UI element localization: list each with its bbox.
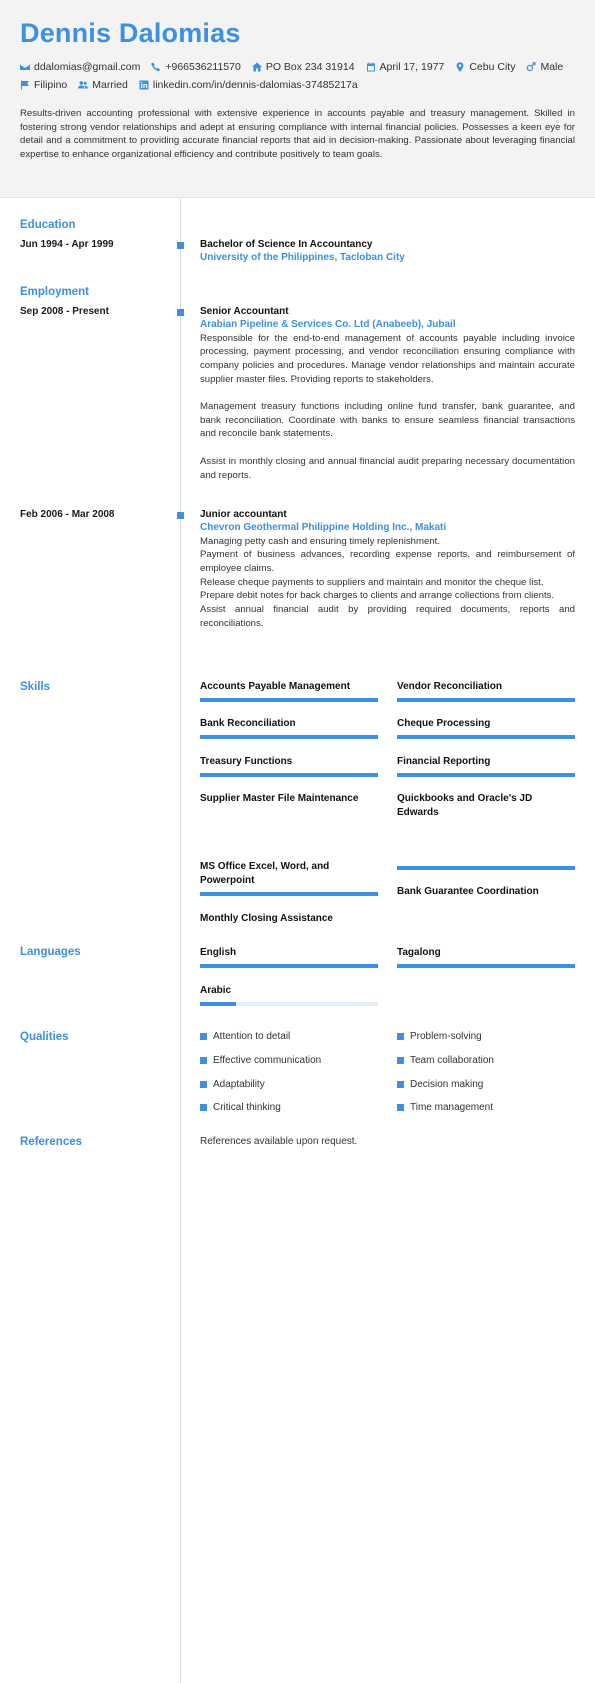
birthdate-text: April 17, 1977 bbox=[379, 61, 445, 73]
quality-text: Team collaboration bbox=[410, 1055, 494, 1066]
language-bar bbox=[397, 964, 575, 968]
skill-name: Monthly Closing Assistance bbox=[200, 913, 333, 924]
skill-bar bbox=[200, 892, 378, 896]
employment-dates: Sep 2008 - Present bbox=[20, 306, 109, 317]
education-degree: Bachelor of Science In Accountancy bbox=[200, 239, 373, 250]
timeline-marker bbox=[177, 309, 184, 316]
language-bar-fill bbox=[200, 964, 378, 968]
references-text: References available upon request. bbox=[200, 1136, 358, 1147]
linkedin-icon bbox=[139, 80, 149, 90]
skill-bar-fill bbox=[200, 892, 378, 896]
skill-item bbox=[397, 755, 575, 775]
skill-name: Treasury Functions bbox=[200, 756, 293, 767]
skill-bar bbox=[200, 773, 378, 777]
skill-item bbox=[200, 755, 378, 775]
employment-entry bbox=[200, 305, 575, 482]
skill-name: MS Office Excel, Word, and Powerpoint bbox=[200, 861, 330, 886]
skill-item bbox=[397, 717, 575, 737]
language-name: English bbox=[200, 947, 237, 958]
skill-item bbox=[397, 792, 575, 820]
skill-name: Vendor Reconciliation bbox=[397, 681, 503, 692]
contact-marital-status bbox=[78, 79, 128, 91]
skill-item bbox=[397, 680, 575, 700]
quality-item bbox=[397, 1102, 493, 1113]
quality-item bbox=[200, 1102, 281, 1113]
skill-bar-fill bbox=[397, 773, 575, 777]
skill-item bbox=[397, 885, 575, 899]
language-item bbox=[200, 946, 378, 966]
language-bar-fill bbox=[397, 964, 575, 968]
skill-name: Bank Reconciliation bbox=[200, 718, 296, 729]
quality-item bbox=[200, 1055, 321, 1066]
contact-row-1 bbox=[20, 61, 574, 73]
skill-name: Bank Guarantee Coordination bbox=[397, 886, 539, 897]
quality-text: Attention to detail bbox=[213, 1031, 291, 1042]
section-title-education: Education bbox=[20, 219, 76, 231]
language-bar-fill bbox=[200, 1002, 236, 1006]
bullet-square-icon bbox=[397, 1057, 404, 1064]
resume-header bbox=[0, 0, 595, 198]
language-name: Tagalong bbox=[397, 947, 441, 958]
gender-text: Male bbox=[540, 61, 564, 73]
contact-email[interactable] bbox=[20, 61, 140, 73]
profile-summary: Results-driven accounting professional with extensive experience in accounts payable and treasury management. Skilled in fostering strong vendor relationships and adept at ensuring compliance with internal financial policies. Possesses a keen eye for detail and a commitment to providing accurate financial reports that aid in decision-making. Passionate about leveraging financial expertise to enhance organizational efficiency and contribute positively to team goals. bbox=[20, 108, 575, 160]
phone-icon bbox=[151, 62, 161, 72]
skill-bar bbox=[397, 866, 575, 870]
skill-bar-fill bbox=[397, 698, 575, 702]
skill-name: Cheque Processing bbox=[397, 718, 491, 729]
quality-text: Problem-solving bbox=[410, 1031, 482, 1042]
quality-text: Critical thinking bbox=[213, 1102, 281, 1113]
skill-name: Quickbooks and Oracle's JD Edwards bbox=[397, 793, 533, 818]
users-icon bbox=[78, 80, 88, 90]
language-bar bbox=[200, 964, 378, 968]
skill-bar-fill bbox=[200, 735, 378, 739]
marital-status-text: Married bbox=[92, 79, 128, 91]
contact-birthdate bbox=[366, 61, 445, 73]
job-description: Assist in monthly closing and annual financial audit preparing necessary documentation and reports. bbox=[200, 455, 575, 481]
language-item bbox=[397, 946, 575, 966]
skill-bar-fill bbox=[397, 866, 575, 870]
location-text: Cebu City bbox=[469, 61, 516, 73]
job-company: Chevron Geothermal Philippine Holding Inc., Makati bbox=[200, 522, 447, 533]
quality-item bbox=[200, 1031, 290, 1042]
education-dates: Jun 1994 - Apr 1999 bbox=[20, 239, 114, 250]
nationality-text: Filipino bbox=[34, 79, 68, 91]
quality-text: Decision making bbox=[410, 1079, 484, 1090]
skill-item bbox=[200, 680, 378, 700]
skill-name: Supplier Master File Maintenance bbox=[200, 793, 359, 804]
bullet-square-icon bbox=[397, 1033, 404, 1040]
job-description: Release cheque payments to suppliers and maintain and monitor the cheque list. bbox=[200, 576, 544, 588]
section-title-languages: Languages bbox=[20, 946, 81, 958]
bullet-square-icon bbox=[200, 1057, 207, 1064]
candidate-name: Dennis Dalomias bbox=[20, 18, 241, 48]
map-pin-icon bbox=[455, 62, 465, 72]
skill-name: Accounts Payable Management bbox=[200, 681, 351, 692]
skill-bar bbox=[200, 698, 378, 702]
bullet-square-icon bbox=[397, 1104, 404, 1111]
contact-location bbox=[455, 61, 515, 73]
job-title: Junior accountant bbox=[200, 509, 287, 520]
bullet-square-icon bbox=[397, 1081, 404, 1088]
education-school: University of the Philippines, Tacloban City bbox=[200, 252, 405, 263]
skill-item bbox=[200, 792, 378, 806]
timeline-marker bbox=[177, 242, 184, 249]
section-title-skills: Skills bbox=[20, 681, 51, 693]
language-item bbox=[200, 984, 378, 1004]
skill-bar-fill bbox=[397, 735, 575, 739]
job-company: Arabian Pipeline & Services Co. Ltd (Anabeeb), Jubail bbox=[200, 319, 456, 330]
quality-item bbox=[397, 1079, 483, 1090]
skill-item bbox=[200, 860, 378, 896]
timeline-marker bbox=[177, 512, 184, 519]
bullet-square-icon bbox=[200, 1033, 207, 1040]
skill-bar bbox=[200, 735, 378, 739]
skill-bar bbox=[397, 698, 575, 702]
gender-icon bbox=[526, 62, 536, 72]
email-text: ddalomias@gmail.com bbox=[34, 61, 141, 73]
skill-item bbox=[200, 912, 378, 926]
section-title-qualities: Qualities bbox=[20, 1031, 69, 1043]
calendar-icon bbox=[366, 62, 376, 72]
contact-gender bbox=[526, 61, 563, 73]
quality-item bbox=[200, 1079, 265, 1090]
quality-text: Adaptability bbox=[213, 1079, 265, 1090]
contact-row-2 bbox=[20, 79, 369, 91]
skill-bar bbox=[397, 773, 575, 777]
quality-text: Effective communication bbox=[213, 1055, 322, 1066]
skill-name: Financial Reporting bbox=[397, 756, 491, 767]
quality-item bbox=[397, 1055, 494, 1066]
flag-icon bbox=[20, 80, 30, 90]
home-icon bbox=[252, 62, 262, 72]
section-title-employment: Employment bbox=[20, 286, 90, 298]
envelope-icon bbox=[20, 62, 30, 72]
job-description: Responsible for the end-to-end management of accounts payable including invoice processing, payment processing, and vendor reconciliation ensuring compliance with company policies and procedures. Manage vendor relationships and maintain accurate supplier master files. Providing reports to stakeholders. bbox=[200, 332, 575, 385]
section-title-references: References bbox=[20, 1136, 83, 1148]
bullet-square-icon bbox=[200, 1104, 207, 1111]
contact-linkedin[interactable] bbox=[139, 79, 358, 91]
quality-text: Time management bbox=[410, 1102, 493, 1113]
skill-bar-fill bbox=[200, 773, 378, 777]
bullet-square-icon bbox=[200, 1081, 207, 1088]
skill-bar bbox=[397, 735, 575, 739]
skill-item bbox=[200, 717, 378, 737]
address-text: PO Box 234 31914 bbox=[265, 61, 355, 73]
contact-address bbox=[252, 61, 355, 73]
employment-dates: Feb 2006 - Mar 2008 bbox=[20, 509, 115, 520]
job-description: Prepare debit notes for back charges to clients and arrange collections from clients. bbox=[200, 590, 555, 602]
language-name: Arabic bbox=[200, 985, 232, 996]
quality-item bbox=[397, 1031, 482, 1042]
phone-text: +966536211570 bbox=[165, 61, 241, 73]
language-bar bbox=[200, 1002, 378, 1006]
education-entry bbox=[200, 238, 575, 265]
job-title: Senior Accountant bbox=[200, 306, 289, 317]
employment-entry bbox=[200, 508, 575, 630]
job-description: Assist annual financial audit by providing required documents, reports and reconciliations. bbox=[200, 604, 575, 629]
timeline-divider bbox=[180, 198, 181, 1683]
job-description: Management treasury functions including online fund transfer, bank guarantee, and bank reconciliation. Coordinate with banks to ensure seamless financial transactions and reconcile bank statements. bbox=[200, 401, 575, 440]
contact-nationality bbox=[20, 79, 67, 91]
skill-bar-fill bbox=[200, 698, 378, 702]
job-description: Payment of business advances, recording expense reports, and reimbursement of employee claims. bbox=[200, 549, 575, 574]
job-description: Managing petty cash and ensuring timely replenishment. bbox=[200, 535, 440, 547]
linkedin-text: linkedin.com/in/dennis-dalomias-37485217a bbox=[152, 79, 358, 91]
contact-phone[interactable] bbox=[151, 61, 240, 73]
